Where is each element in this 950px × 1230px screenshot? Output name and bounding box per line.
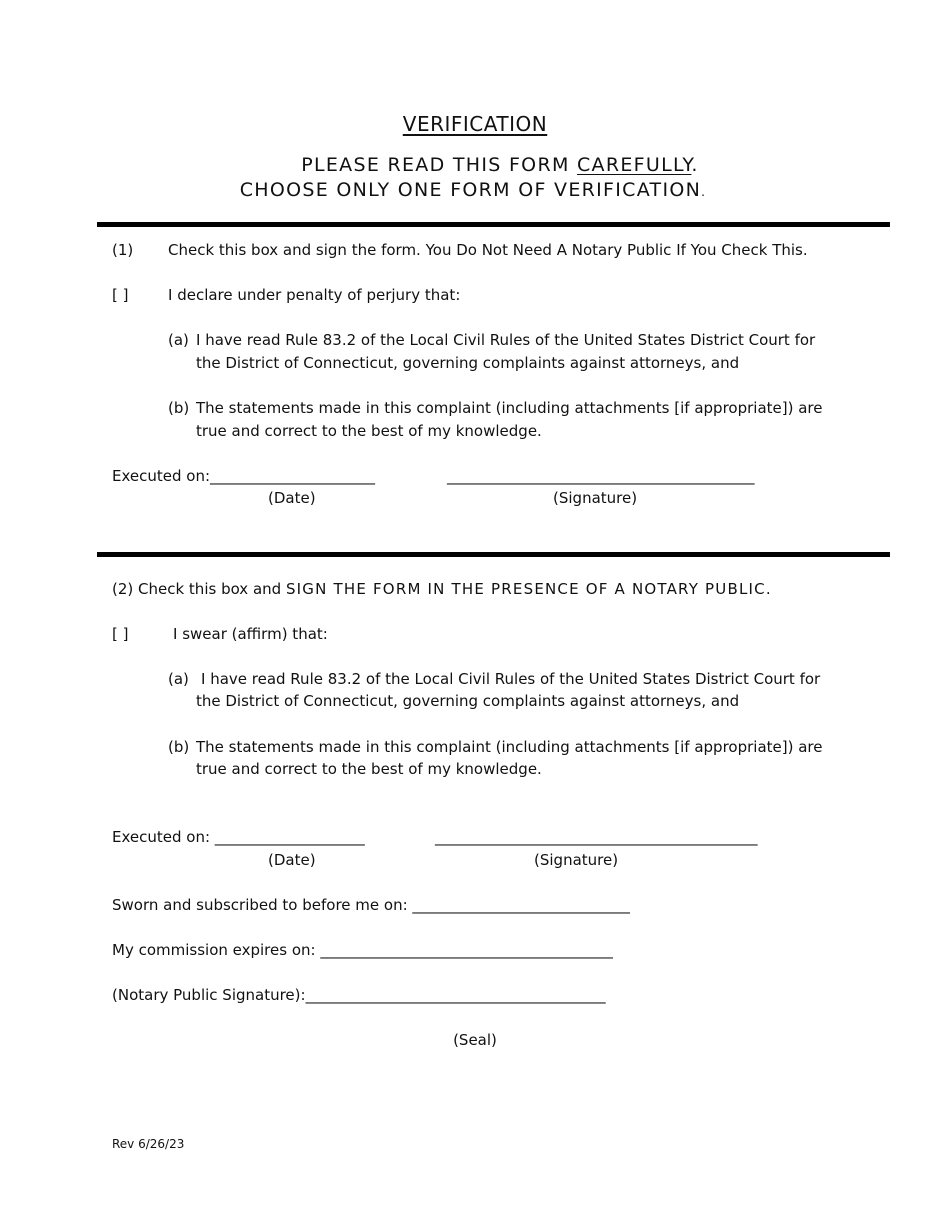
section2-declaration: I swear (affirm) that: xyxy=(173,625,328,643)
section1-signature-caption: (Signature) xyxy=(553,489,638,507)
instruction-text: PLEASE READ THIS FORM xyxy=(301,154,577,176)
title-text: VERIFICATION xyxy=(402,112,548,136)
commission-line xyxy=(112,941,613,959)
section1-item-a-marker: (a) xyxy=(168,331,189,349)
section1-number: (1) xyxy=(112,241,134,259)
section1-declaration: I declare under penalty of perjury that: xyxy=(168,286,461,304)
commission-date-field[interactable]: _______________________________________ xyxy=(320,941,613,959)
section1-heading: Check this box and sign the form. You Do Not Need A Notary Public If You Check This. xyxy=(168,241,808,259)
section2-date-caption: (Date) xyxy=(268,851,316,869)
revision-note: Rev 6/26/23 xyxy=(112,1137,185,1151)
instruction-emphasis: CAREFULLY xyxy=(576,154,692,176)
instruction-line-1 xyxy=(0,154,950,176)
notary-line xyxy=(112,986,606,1004)
executed-label: Executed on: xyxy=(112,467,211,485)
section2-item-b-marker: (b) xyxy=(168,738,190,756)
section2-item-a-marker: (a) xyxy=(168,670,189,688)
instruction-period: . xyxy=(691,154,699,176)
section1-item-b-line1: The statements made in this complaint (including attachments [if appropriate]) are xyxy=(196,399,823,417)
section-divider xyxy=(97,552,890,557)
section1-executed-line xyxy=(112,467,375,485)
instruction-period: . xyxy=(701,185,707,199)
section2-executed-line xyxy=(112,828,365,846)
section2-item-b-line1: The statements made in this complaint (including attachments [if appropriate]) are xyxy=(196,738,823,756)
section2-item-b-line2: true and correct to the best of my knowledge. xyxy=(196,760,542,778)
section1-signature-field[interactable]: _________________________________________ xyxy=(447,467,755,485)
commission-label: My commission expires on: xyxy=(112,941,321,959)
section2-item-a-line1: I have read Rule 83.2 of the Local Civil Rules of the United States District Court for xyxy=(201,670,821,688)
section2-heading xyxy=(112,580,772,598)
section2-signature-field[interactable]: ___________________________________________ xyxy=(435,828,758,846)
page-title xyxy=(0,112,950,136)
sworn-line xyxy=(112,896,630,914)
section2-checkbox[interactable]: [ ] xyxy=(112,625,129,643)
instruction-text: CHOOSE ONLY ONE FORM OF VERIFICATION xyxy=(239,179,702,201)
section1-item-a-line2: the District of Connecticut, governing complaints against attorneys, and xyxy=(196,354,740,372)
section2-item-a-line2: the District of Connecticut, governing complaints against attorneys, and xyxy=(196,692,740,710)
section1-item-b-marker: (b) xyxy=(168,399,190,417)
seal-label: (Seal) xyxy=(453,1031,497,1049)
section1-item-a-line1: I have read Rule 83.2 of the Local Civil Rules of the United States District Court for xyxy=(196,331,816,349)
section1-item-b-line2: true and correct to the best of my knowledge. xyxy=(196,422,542,440)
heading-caps: SIGN THE FORM IN THE PRESENCE OF A NOTARY PUBLIC. xyxy=(285,580,772,598)
sworn-label: Sworn and subscribed to before me on: xyxy=(112,896,413,914)
section1-date-caption: (Date) xyxy=(268,489,316,507)
instruction-line-2 xyxy=(0,179,950,201)
notary-label: (Notary Public Signature): xyxy=(112,986,306,1004)
date-field[interactable]: ______________________ xyxy=(210,467,376,485)
sworn-date-field[interactable]: _____________________________ xyxy=(412,896,630,914)
notary-signature-field[interactable]: ________________________________________ xyxy=(305,986,606,1004)
heading-text: (2) Check this box and xyxy=(112,580,286,598)
executed-label: Executed on: xyxy=(112,828,215,846)
date-field[interactable]: ____________________ xyxy=(214,828,365,846)
section-divider xyxy=(97,222,890,227)
section2-signature-caption: (Signature) xyxy=(534,851,619,869)
section1-checkbox[interactable]: [ ] xyxy=(112,286,129,304)
